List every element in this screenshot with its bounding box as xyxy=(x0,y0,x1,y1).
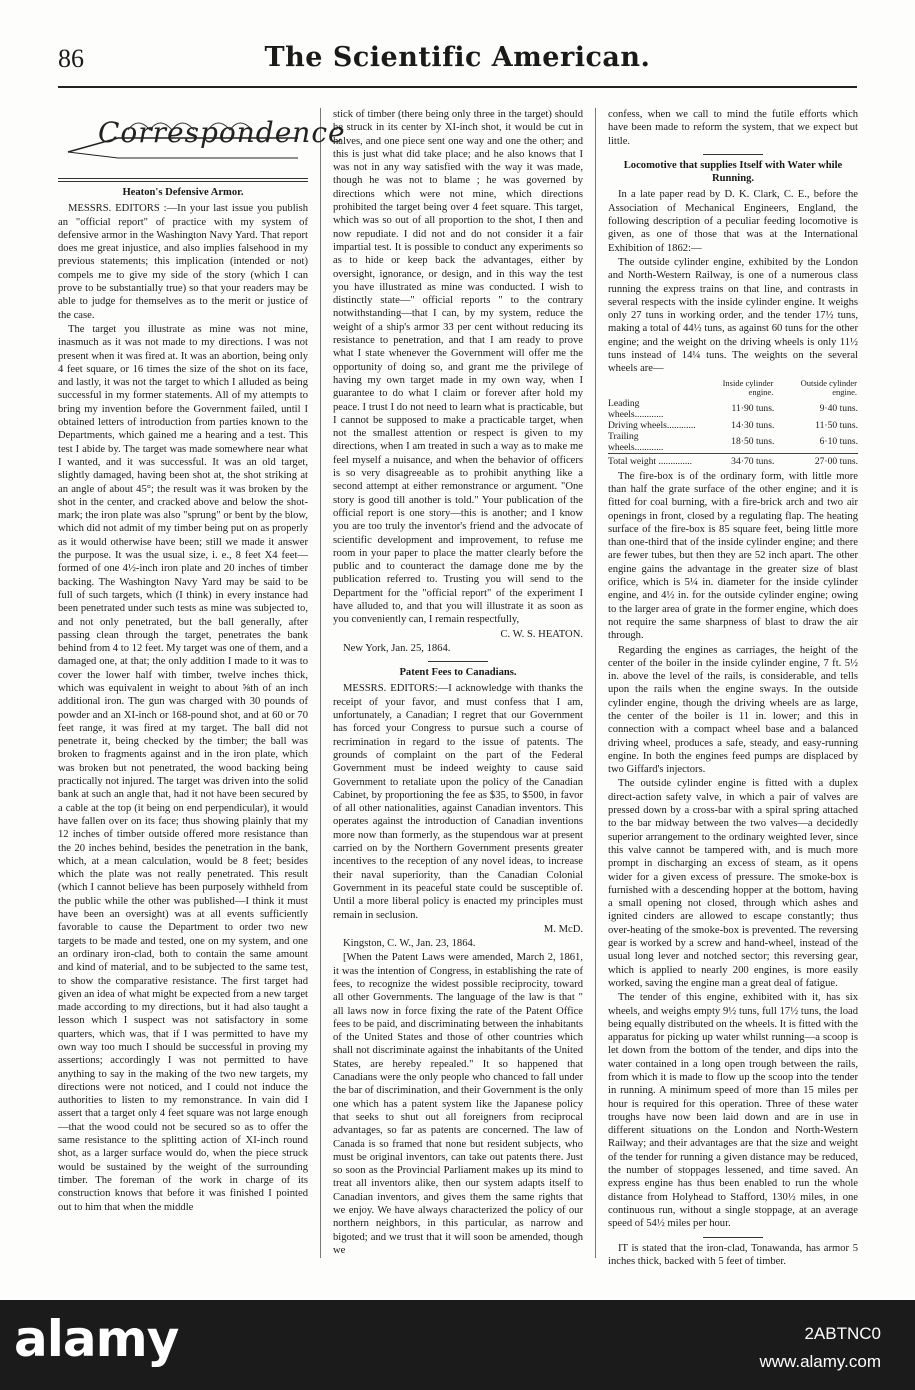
paragraph: Regarding the engines as carriages, the height of the center of the boiler in the inside cylinder engine, 7 ft. 5½ in. above the level of the rails, is considerable, and tells upon the rails when the engine sways. In the outside cylinder engine, though the driving wheels are as large, the center of the boiler is 11 in. lower; and this in connection with a compact wheel base and a balanced driving wheel, produces a safe, steady, and easy-running engine. In both the engines feed pumps are displaced by two Giffard's injectors. xyxy=(608,644,858,776)
paragraph: The fire-box is of the ordinary form, with little more than half the grate surface of the other engine; and it is fitted for coal burning, with a fire-brick arch and two air openings in front, closed by a regulating flap. The heating surface of the fire-box is 85 square feet, being little more than one-third that of the inside cylinder engine; and there are fewer tubes, but then they are 52 inch apart. The other engine gains the advantage in the greater size of blast orifice, which is 5¼ in. diameter for the inside cylinder engine, and 4½ in. for the outside cylinder engine; owing to the larger area of grate in the former engine, which does not require the same sharpness of blast to draw the air through. xyxy=(608,470,858,642)
signature: C. W. S. HEATON. xyxy=(500,628,583,640)
dateline: New York, Jan. 25, 1864. xyxy=(343,642,451,654)
table-row-total xyxy=(608,453,858,467)
table-cell: 6·10 tuns. xyxy=(819,436,858,448)
table-row xyxy=(608,431,858,454)
paragraph: MESSRS. EDITORS:—I acknowledge with thanks the receipt of your favor, and must confess that I am, unfortunately, a Canadian; I regret that our Government has forced your Congress to pursue such a course of recrimination in regard to the issue of patents. The grounds of complaint on the part of the Federal Government must be indeed weighty to cause said Government to retaliate upon the policy of the Canadian Cabinet, by proportioning the fee as $35, to $500, in favor of all other nationalities, against Canadian inventors. This operates against the introduction of Canadian inventions more now than formerly, as the stupendous war at present carried on by the Northern Government presents greater incentives to the reception of any novel ideas, to increase their naval superiority, than the Canadian Colonial Government in its peaceful state could be susceptible of. Until a more liberal policy is enacted my principles must remain in seclusion. xyxy=(333,683,583,921)
paragraph: stick of timber (there being only three in the target) should be struck in its center by XI-inch shot, it would be cut in halves, and one piece sent one way and one the other; and this is just what did take place; and he also knows that I was not in any way satisfied with the way it was made, though he was not to blame ; he was governed by directions which were not mine, which directions prohibited the target being over 4 feet square. This target, which was so out of all proportion to the shot, I then and now repudiate. I did not and do not consider it a fair impartial test. It is possible to conduct any experiments so as to hide or keep back the advantages, either by oversight, ignorance, or design, and in this way the test you have illustrated as mine was conducted. I wish to distinctly state—" official reports " to the contrary notwithstanding—that I can, by my system, reduce the weight of a ship's armor 33 per cent without reducing its resistance to penetration, and that I am ready to prove what I state whenever the Government will offer me the opportunity of doing so, and grant me the privilege of having my own target made in my own way, when I guarantee to do what I claim or forever after hold my peace. I trust I do not need to learn what is practicable, but I cannot be supposed to make a practicable target, when not the smallest attention or respect is given to my directions, when I am treated in such a way as to make me feel myself a nuisance, and when the behavior of officers is so very disagreeable as to prohibit anything like a second attempt at either remonstrance or argument. "One story is good till another is told." Your publication of the official report is one story—this is another; and I know you are too truly the inventor's friend and the advocate of scientific development and improvement, to refuse me room in your paper to place the matter clearly before the public and to counteract the damage done me by the publication referred to. Trusting you will send to the Department for the "official report" of the experiment I have alluded to, and that you will illustrate it as soon as you conveniently can, I remain respectfully, xyxy=(333,109,583,626)
page-header xyxy=(58,42,857,88)
article-title: Patent Fees to Canadians. xyxy=(399,667,517,679)
divider xyxy=(703,154,763,155)
signature: M. McD. xyxy=(543,923,583,935)
table-header xyxy=(608,378,696,398)
section-banner: Correspondence xyxy=(98,116,346,149)
wheel-weights-table xyxy=(608,378,858,467)
table-cell: Driving wheels............ xyxy=(608,419,696,431)
table-cell: 14·30 tuns. xyxy=(731,419,775,431)
article-title: Heaton's Defensive Armor. xyxy=(122,187,244,198)
table-header: Outside cylinder engine. xyxy=(800,377,857,397)
page-number: 86 xyxy=(58,44,84,73)
table-cell: Leading wheels............ xyxy=(608,397,664,420)
paragraph: The outside cylinder engine is fitted with a duplex direct-action safety valve, in which a pair of valves are pressed down by a cross-bar with a spiral spring attached to the bar midway between the two valves—a decidedly superior arrangement to the ordinary weighted lever, since this valve cannot be tampered with, and is much more prompt in discharging an excess of steam, as it opens wider for a given excess of pressure. The smoke-box is furnished with a descending hopper at the bottom, having a small opening not closed, through which ashes and ignited cinders are allowed to escape constantly; thus over-heating of the smoke-box is prevented. The reversing gear is worked by a screw and hand-wheel, instead of the usual long lever and notched sector; this reversing gear, which is applied to nearly 200 engines, is more easily worked, saving the engine man a great deal of fatigue. xyxy=(608,778,858,989)
double-rule xyxy=(58,178,308,182)
table-cell: 34·70 tuns. xyxy=(696,453,774,467)
paragraph: The outside cylinder engine, exhibited by the London and North-Western Railway, is one of a numerous class running the express trains on that line, and contrasts in several respects with the inside cylinder engine. It weighs only 27 tuns in working order, and the tender 17½ tuns, making a total of 44½ tuns, as against 60 tuns for the other engine; and the weight on the driving wheels is only 11½ tuns instead of 14¼ tuns. The weights on the several wheels are— xyxy=(608,256,858,375)
site-url: www.alamy.com xyxy=(759,1352,881,1371)
table-cell: 11·90 tuns. xyxy=(731,403,775,415)
note: IT is stated that the iron-clad, Tonawanda, has armor 5 inches thick, backed with 5 feet of timber. xyxy=(608,1242,858,1267)
table-cell: Trailing wheels............ xyxy=(608,430,664,453)
divider xyxy=(428,661,488,662)
paragraph: The tender of this engine, exhibited with it, has six wheels, and weighs empty 9½ tuns, full 17½ tuns, the load being equally distributed on the wheels. It is fitted with the apparatus for picking up water whilst running—a scoop is let down from the bottom of the tender, and dips into the water contained in a long open trough between the rails, from which it is made to flow up the scoop into the tender in running. A minimum speed of more than 15 miles per hour is required for this operation. Three of these water troughs have now been laid down and are in use in different situations on the London and North-Western Railway; and their advantages are that the size and weight of the tender for running a given distance may be reduced, the number of stoppages lessened, and time saved. An express engine has thus been enabled to run the whole distance from Holyhead to Stafford, 130½ miles, in one continuous run, without a single stoppage, at an average speed of 54½ miles per hour. xyxy=(608,992,858,1230)
image-id: 2ABTNC0 xyxy=(804,1324,881,1343)
paragraph: confess, when we call to mind the futile efforts which have been made to reform the system, that we expect but little. xyxy=(608,109,858,147)
columns xyxy=(58,108,858,1267)
column-1 xyxy=(58,108,346,1258)
table-cell: Total weight .............. xyxy=(608,453,696,467)
column-3 xyxy=(608,108,858,1267)
table-row xyxy=(608,420,858,431)
table-row xyxy=(608,398,858,420)
table-cell: 11·50 tuns. xyxy=(815,419,858,431)
stock-footer xyxy=(0,1300,915,1390)
paragraph: In a late paper read by D. K. Clark, C. E., before the Association of Mechanical Engineers, England, the following description of a peculiar feeding locomotive is given, as one of those that was at the International Exhibition of 1862:— xyxy=(608,189,858,254)
table-header: Inside cylinder engine. xyxy=(722,377,774,397)
table-cell: 27·00 tuns. xyxy=(774,453,858,467)
alamy-logo: alamy xyxy=(14,1310,179,1368)
paragraph: [When the Patent Laws were amended, March 2, 1861, it was the intention of Congress, in establishing the rate of fees, to recognize the widest possible reciprocity, toward all other Governments. The language of the law is that " all laws now in force fixing the rate of the Patent Office fees to be paid, and discriminating between the inhabitants of the United States and those of other countries which shall not discriminate against the inhabitants of the United States, are hereby repealed." It so happened that Canadians were the only people who chanced to fall under the bar of discrimination, and their Government is the only one which has a patent system like the Japanese policy that seeks to shut out all foreigners from reciprocal advantages, so far as patents are concerned. The law of Canada is so framed that none but resident subjects, who must be original inventors, can take out patents there. Just so soon as the Provincial Parliament makes up its mind to treat all inventors alike, then our system adapts itself to Canadian inventors, and gives them the same rights that we enjoy. We have always characterized the policy of our northern neighbors, in this particular, as narrow and bigoted; and we trust that it will soon be amended, though we xyxy=(333,952,583,1256)
dateline: Kingston, C. W., Jan. 23, 1864. xyxy=(343,938,476,950)
divider xyxy=(703,1237,763,1238)
table-cell: 18·50 tuns. xyxy=(731,436,775,448)
paragraph: MESSRS. EDITORS :—In your last issue you publish an "official report" of practice with my system of defensive armor in the Washington Navy Yard. That report does me great injustice, and also implies falsehood in my previous statements; this implication (intended or not) compels me to give my side of the story (which I can prove to be substantially true) so that your readers may be able to judge for themselves as to the merit or justice of the case. xyxy=(58,203,308,321)
table-cell: 9·40 tuns. xyxy=(819,403,858,415)
column-2 xyxy=(333,108,583,1258)
paragraph: The target you illustrate as mine was not mine, inasmuch as it was not made to my directions. I was not present when it was fired at. It was an abortion, being only 4 feet square, or 16 times the size of the shot on its face, and lastly, it was not the target to which I alluded as being successful in my former statements. All of my attempts to bring my invention before the Government failed, until I obtained letters of introduction from parties known to the Departments, which gained me a hearing and a test. This test I abide by. The target was made somewhere near what I wanted, and it was successful. It was an old target, slightly damaged, having been shot at, the shot striking at an angle of about 45°; the result was it was broken by the shot in the center, and cracked above and below the shot-mark; the iron plate was also "sprung" or bent by the blow, which did not admit of my timber being put on as properly as it would otherwise have been; still we made it answer the purpose. It was the usual size, i. e., 8 feet X4 feet—formed of one 4½-inch iron plate and 20 inches of timber backing. The Washington Navy Yard may be said to be full of such targets, which (I think) in every instance had been penetrated under such tests as mine was subjected to, and not only penetrated, but the ball generally, after passing clean through the target, penetrates the bank behind from 4 to 12 feet. My target was one of them, and a damaged one, at that; the only addition I made to it was to cover the lower half with timber, twelve inches thick, which was equivalent in weight to about ⅝th of an inch additional iron. The gun was charged with 30 pounds of powder and an XI-inch or 168-pound shot, and at 60 or 70 feet range, it was fired at my target. The ball did not penetrate it, being checked by the timber; the ball was broken to fragments against and in the iron plate, which was broken but not penetrated, the wood backing being practically not injured. The target was driven into the solid bank at such an angle that, had it not have been secured by a cable at the top (it being on end perpendicular), it would have fallen over on its face; thus showing plainly that my 12 inches of timber outside offered more resistance than the 20 inches behind, besides the penetration in the bank, which, at a mean calculation, would be 8 feet; besides which the plate was not really penetrated. This result (which I cannot believe has been purposely withheld from the public while the other was published—I think it must have been an oversight) was at all events sufficiently favorable to cause the Department to order two new targets to be made and tested, one on my system, and one an ordinary iron-clad, both to contain the same amount and kind of material, and to be subjected to the same test, to show the comparative resistance. The first target had given an idea of what might be expected from a new target made according to my directions, but it had also taught a lesson which I suspect was not satisfactory in some quarters, which was, that if I was permitted to have my own way too much I should be successful in proving my assertions; accordingly I was not permitted to have anything to say in the making of the two new targets, my directions were not noticed, and I could not induce the authorities to listen to my remonstrance. In vain did I assert that a target only 4 feet square was not large enough—that the wood could not be secured so as to offer the same resistance to the splitting action of XI-inch round shot, as a larger surface would do, when the piece struck would be sustained by the weight of the surrounding timber. The foreman of the work in charge of its construction knows that before it was finished I pointed out to him that when the middle xyxy=(58,323,308,1213)
masthead: The Scientific American. xyxy=(264,42,651,73)
article-title: Locomotive that supplies Itself with Water while Running. xyxy=(623,159,843,185)
correspondence-banner xyxy=(58,108,346,174)
